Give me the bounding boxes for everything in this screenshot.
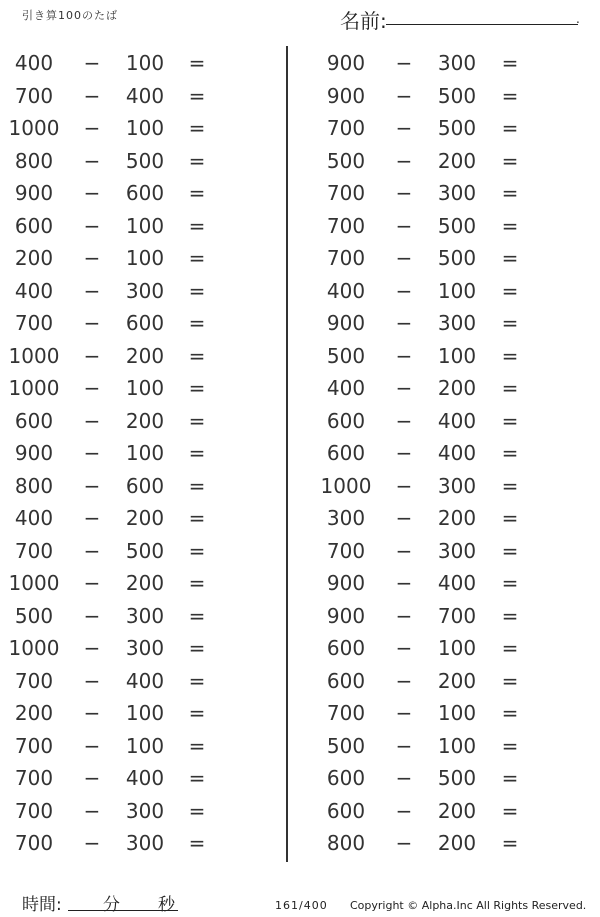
subtrahend: 600 xyxy=(125,311,165,335)
minuend: 400 xyxy=(14,51,54,75)
equals-sign: = xyxy=(188,636,206,660)
minus-sign: − xyxy=(83,376,101,400)
problem-row xyxy=(0,113,519,143)
equals-sign: = xyxy=(501,83,519,108)
problem-row xyxy=(0,211,519,241)
minus-sign: − xyxy=(395,636,413,660)
minuend: 600 xyxy=(326,798,366,823)
minuend: 900 xyxy=(326,83,366,108)
minus-sign: − xyxy=(395,506,413,530)
subtrahend: 400 xyxy=(437,408,477,433)
minus-sign: − xyxy=(395,473,413,498)
equals-sign: = xyxy=(188,343,206,368)
minus-sign: − xyxy=(83,116,101,140)
subtrahend: 600 xyxy=(125,181,165,205)
minus-sign: − xyxy=(83,213,101,238)
minus-sign: − xyxy=(395,343,413,368)
equals-sign: = xyxy=(501,571,519,595)
minus-sign: − xyxy=(83,603,101,628)
subtrahend: 500 xyxy=(437,116,477,140)
minus-sign: − xyxy=(395,181,413,205)
time-label: 時間: xyxy=(22,895,62,915)
minuend: 400 xyxy=(14,278,54,303)
equals-sign: = xyxy=(188,571,206,595)
subtrahend: 500 xyxy=(125,148,165,173)
subtrahend: 200 xyxy=(437,506,477,530)
name-field-dot: . xyxy=(576,12,580,26)
equals-sign: = xyxy=(501,798,519,823)
equals-sign: = xyxy=(501,831,519,855)
name-label: 名前: xyxy=(340,9,387,33)
minus-sign: − xyxy=(83,538,101,563)
problem-row xyxy=(0,308,519,338)
minuend: 600 xyxy=(14,213,54,238)
minus-sign: − xyxy=(83,733,101,758)
equals-sign: = xyxy=(188,831,206,855)
minus-sign: − xyxy=(83,441,101,465)
subtrahend: 100 xyxy=(437,636,477,660)
minus-sign: − xyxy=(395,246,413,270)
equals-sign: = xyxy=(188,246,206,270)
minuend: 900 xyxy=(326,311,366,335)
subtrahend: 300 xyxy=(125,603,165,628)
minuend: 1000 xyxy=(8,571,60,595)
subtrahend: 200 xyxy=(437,798,477,823)
minus-sign: − xyxy=(83,798,101,823)
subtrahend: 300 xyxy=(125,831,165,855)
subtrahend: 100 xyxy=(125,441,165,465)
minus-sign: − xyxy=(83,831,101,855)
subtrahend: 300 xyxy=(125,636,165,660)
equals-sign: = xyxy=(501,766,519,790)
minus-sign: − xyxy=(395,571,413,595)
minuend: 400 xyxy=(326,278,366,303)
minus-sign: − xyxy=(83,148,101,173)
minus-sign: − xyxy=(83,668,101,693)
minuend: 600 xyxy=(326,408,366,433)
minus-sign: − xyxy=(395,668,413,693)
subtrahend: 500 xyxy=(437,766,477,790)
subtrahend: 500 xyxy=(437,83,477,108)
minus-sign: − xyxy=(395,278,413,303)
second-label: 秒 xyxy=(158,895,175,915)
minus-sign: − xyxy=(83,571,101,595)
minuend: 700 xyxy=(326,246,366,270)
equals-sign: = xyxy=(501,376,519,400)
minus-sign: − xyxy=(395,311,413,335)
problem-row xyxy=(0,243,519,273)
subtrahend: 100 xyxy=(125,246,165,270)
minuend: 500 xyxy=(326,148,366,173)
minus-sign: − xyxy=(83,506,101,530)
equals-sign: = xyxy=(501,311,519,335)
minus-sign: − xyxy=(395,603,413,628)
subtrahend: 300 xyxy=(437,473,477,498)
minus-sign: − xyxy=(83,51,101,75)
problem-row xyxy=(0,81,519,111)
subtrahend: 300 xyxy=(437,311,477,335)
equals-sign: = xyxy=(188,701,206,725)
subtrahend: 300 xyxy=(437,51,477,75)
problem-row xyxy=(0,796,519,826)
minuend: 1000 xyxy=(320,473,372,498)
problem-row xyxy=(0,341,519,371)
equals-sign: = xyxy=(501,246,519,270)
subtrahend: 100 xyxy=(125,733,165,758)
minuend: 200 xyxy=(14,246,54,270)
copyright-notice: Copyright © Alpha.Inc All Rights Reserved. xyxy=(350,899,587,912)
equals-sign: = xyxy=(188,51,206,75)
minus-sign: − xyxy=(83,246,101,270)
subtrahend: 300 xyxy=(125,798,165,823)
minuend: 700 xyxy=(14,798,54,823)
minuend: 700 xyxy=(326,538,366,563)
equals-sign: = xyxy=(501,603,519,628)
subtrahend: 500 xyxy=(437,246,477,270)
minus-sign: − xyxy=(83,83,101,108)
minus-sign: − xyxy=(83,311,101,335)
subtrahend: 500 xyxy=(125,538,165,563)
equals-sign: = xyxy=(188,408,206,433)
equals-sign: = xyxy=(501,213,519,238)
subtrahend: 100 xyxy=(437,278,477,303)
problem-row xyxy=(0,178,519,208)
subtrahend: 100 xyxy=(125,51,165,75)
subtrahend: 200 xyxy=(125,506,165,530)
minuend: 700 xyxy=(326,701,366,725)
problem-row xyxy=(0,731,519,761)
minuend: 300 xyxy=(326,506,366,530)
problem-row xyxy=(0,276,519,306)
worksheet-title: 引き算100のたば xyxy=(22,9,118,22)
equals-sign: = xyxy=(188,441,206,465)
subtrahend: 200 xyxy=(125,408,165,433)
subtrahend: 200 xyxy=(125,571,165,595)
equals-sign: = xyxy=(501,473,519,498)
minuend: 800 xyxy=(14,148,54,173)
equals-sign: = xyxy=(501,343,519,368)
problem-row xyxy=(0,568,519,598)
equals-sign: = xyxy=(188,506,206,530)
minuend: 900 xyxy=(326,603,366,628)
minus-sign: − xyxy=(395,538,413,563)
minuend: 700 xyxy=(14,311,54,335)
minuend: 700 xyxy=(14,766,54,790)
subtrahend: 100 xyxy=(125,213,165,238)
minuend: 1000 xyxy=(8,636,60,660)
minuend: 700 xyxy=(14,831,54,855)
subtrahend: 200 xyxy=(437,148,477,173)
minuend: 500 xyxy=(326,343,366,368)
subtrahend: 100 xyxy=(125,116,165,140)
minuend: 500 xyxy=(14,603,54,628)
subtrahend: 400 xyxy=(125,83,165,108)
minus-sign: − xyxy=(395,83,413,108)
subtrahend: 400 xyxy=(437,571,477,595)
equals-sign: = xyxy=(501,636,519,660)
equals-sign: = xyxy=(188,181,206,205)
minuend: 1000 xyxy=(8,376,60,400)
problem-row xyxy=(0,666,519,696)
subtrahend: 400 xyxy=(125,766,165,790)
minus-sign: − xyxy=(395,116,413,140)
minuend: 200 xyxy=(14,701,54,725)
minus-sign: − xyxy=(395,213,413,238)
equals-sign: = xyxy=(188,668,206,693)
equals-sign: = xyxy=(501,701,519,725)
name-field-line xyxy=(386,24,578,25)
equals-sign: = xyxy=(501,538,519,563)
minuend: 600 xyxy=(326,636,366,660)
minuend: 900 xyxy=(326,51,366,75)
page-number: 161/400 xyxy=(275,899,328,912)
problem-row xyxy=(0,698,519,728)
subtrahend: 100 xyxy=(125,701,165,725)
equals-sign: = xyxy=(501,506,519,530)
problem-row xyxy=(0,601,519,631)
minuend: 600 xyxy=(326,668,366,693)
subtrahend: 400 xyxy=(437,441,477,465)
minus-sign: − xyxy=(395,831,413,855)
subtrahend: 200 xyxy=(437,668,477,693)
minuend: 1000 xyxy=(8,116,60,140)
equals-sign: = xyxy=(188,278,206,303)
minuend: 600 xyxy=(326,766,366,790)
problem-row xyxy=(0,633,519,663)
equals-sign: = xyxy=(188,473,206,498)
subtrahend: 300 xyxy=(437,538,477,563)
minus-sign: − xyxy=(395,51,413,75)
minuend: 1000 xyxy=(8,343,60,368)
equals-sign: = xyxy=(188,83,206,108)
minus-sign: − xyxy=(83,473,101,498)
subtrahend: 200 xyxy=(125,343,165,368)
subtrahend: 500 xyxy=(437,213,477,238)
minus-sign: − xyxy=(395,408,413,433)
minus-sign: − xyxy=(83,343,101,368)
subtrahend: 300 xyxy=(125,278,165,303)
subtrahend: 700 xyxy=(437,603,477,628)
minus-sign: − xyxy=(395,441,413,465)
subtrahend: 100 xyxy=(125,376,165,400)
equals-sign: = xyxy=(188,311,206,335)
minute-label: 分 xyxy=(103,895,120,915)
equals-sign: = xyxy=(188,798,206,823)
problem-row xyxy=(0,763,519,793)
minuend: 700 xyxy=(14,83,54,108)
minus-sign: − xyxy=(395,148,413,173)
equals-sign: = xyxy=(501,148,519,173)
minus-sign: − xyxy=(83,766,101,790)
problem-row xyxy=(0,373,519,403)
minuend: 400 xyxy=(326,376,366,400)
minuend: 700 xyxy=(326,116,366,140)
problem-row xyxy=(0,406,519,436)
subtrahend: 100 xyxy=(437,701,477,725)
equals-sign: = xyxy=(501,116,519,140)
problem-row xyxy=(0,48,519,78)
minuend: 700 xyxy=(14,733,54,758)
minuend: 900 xyxy=(14,181,54,205)
minus-sign: − xyxy=(83,278,101,303)
equals-sign: = xyxy=(188,603,206,628)
equals-sign: = xyxy=(501,51,519,75)
subtrahend: 200 xyxy=(437,376,477,400)
problem-row xyxy=(0,471,519,501)
equals-sign: = xyxy=(501,668,519,693)
minus-sign: − xyxy=(395,733,413,758)
equals-sign: = xyxy=(501,408,519,433)
problem-row xyxy=(0,438,519,468)
minus-sign: − xyxy=(83,181,101,205)
equals-sign: = xyxy=(501,181,519,205)
equals-sign: = xyxy=(188,538,206,563)
minuend: 900 xyxy=(326,571,366,595)
equals-sign: = xyxy=(501,441,519,465)
minus-sign: − xyxy=(395,376,413,400)
minuend: 500 xyxy=(326,733,366,758)
minuend: 700 xyxy=(326,181,366,205)
minuend: 900 xyxy=(14,441,54,465)
minuend: 700 xyxy=(14,538,54,563)
problem-row xyxy=(0,146,519,176)
equals-sign: = xyxy=(188,376,206,400)
equals-sign: = xyxy=(188,733,206,758)
subtrahend: 200 xyxy=(437,831,477,855)
minus-sign: − xyxy=(83,636,101,660)
minus-sign: − xyxy=(395,701,413,725)
subtrahend: 400 xyxy=(125,668,165,693)
minuend: 600 xyxy=(326,441,366,465)
minuend: 800 xyxy=(326,831,366,855)
minus-sign: − xyxy=(395,766,413,790)
minuend: 400 xyxy=(14,506,54,530)
equals-sign: = xyxy=(501,733,519,758)
subtrahend: 100 xyxy=(437,733,477,758)
subtrahend: 300 xyxy=(437,181,477,205)
minus-sign: − xyxy=(83,408,101,433)
minus-sign: − xyxy=(83,701,101,725)
minuend: 800 xyxy=(14,473,54,498)
minuend: 700 xyxy=(14,668,54,693)
subtrahend: 600 xyxy=(125,473,165,498)
problem-row xyxy=(0,536,519,566)
problem-row xyxy=(0,828,519,858)
minuend: 700 xyxy=(326,213,366,238)
equals-sign: = xyxy=(188,766,206,790)
minus-sign: − xyxy=(395,798,413,823)
minuend: 600 xyxy=(14,408,54,433)
equals-sign: = xyxy=(501,278,519,303)
equals-sign: = xyxy=(188,116,206,140)
subtrahend: 100 xyxy=(437,343,477,368)
equals-sign: = xyxy=(188,213,206,238)
equals-sign: = xyxy=(188,148,206,173)
problem-row xyxy=(0,503,519,533)
